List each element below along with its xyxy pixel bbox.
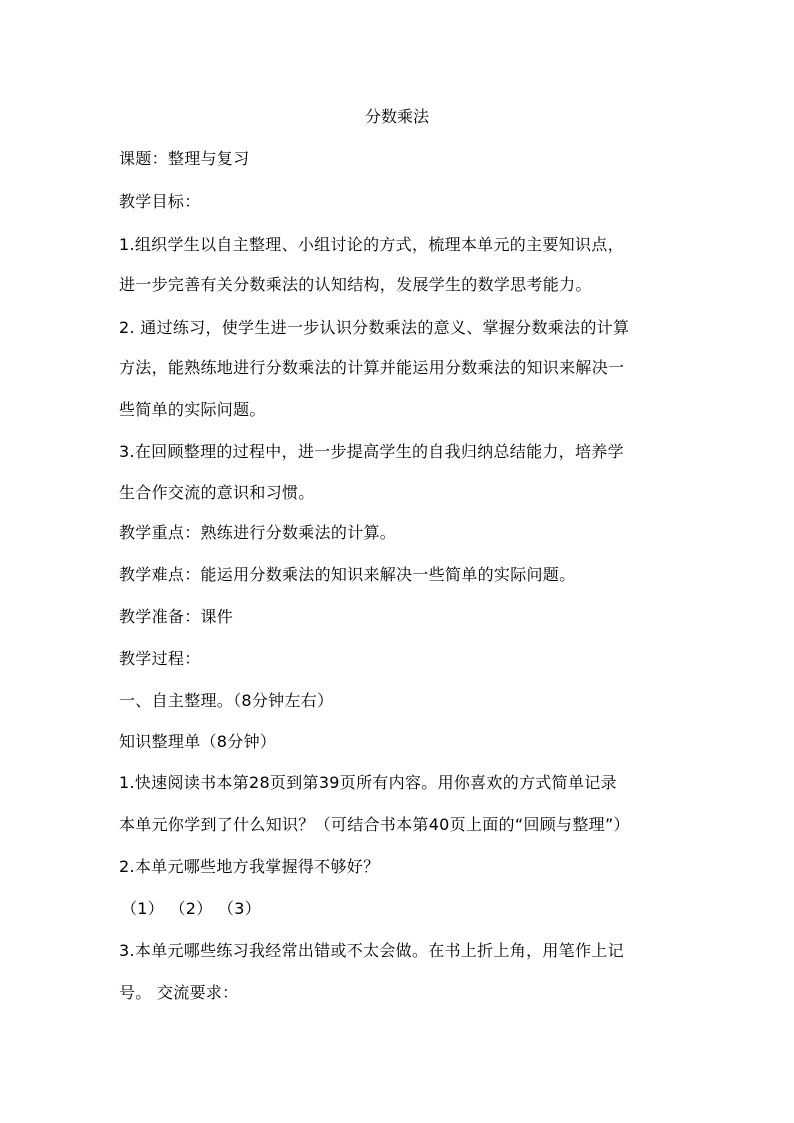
lesson-topic: 课题：整理与复习: [119, 149, 250, 168]
document-title: 分数乘法: [364, 107, 429, 126]
section-1-heading: 一、自主整理。（8分钟左右）: [119, 691, 334, 710]
task-2: 2.本单元哪些地方我掌握得不够好？: [119, 857, 380, 876]
objective-2-line-2: 方法，能熟练地进行分数乘法的计算并能运用分数乘法的知识来解决一: [119, 358, 625, 377]
task-1-line-1: 1.快速阅读书本第28页到第39页所有内容。用你喜欢的方式简单记录: [119, 773, 617, 792]
objective-3-line-1: 3.在回顾整理的过程中，进一步提高学生的自我归纳总结能力，培养学: [119, 442, 624, 461]
task-1-line-2: 本单元你学到了什么知识？（可结合书本第40页上面的“回顾与整理”）: [119, 815, 630, 834]
objective-2-line-3: 些简单的实际问题。: [119, 400, 266, 419]
task-2-answer-slots: （1） （2） （3）: [121, 899, 262, 918]
objectives-heading: 教学目标：: [119, 192, 201, 211]
objective-1-line-2: 进一步完善有关分数乘法的认知结构，发展学生的数学思考能力。: [119, 275, 592, 294]
objective-3-line-2: 生合作交流的意识和习惯。: [119, 483, 315, 502]
objective-2-line-1: 2. 通过练习，使学生进一步认识分数乘法的意义、掌握分数乘法的计算: [119, 318, 630, 337]
key-point: 教学重点：熟练进行分数乘法的计算。: [119, 523, 397, 542]
teaching-process-heading: 教学过程：: [119, 649, 201, 668]
knowledge-sheet-heading: 知识整理单（8分钟）: [119, 732, 277, 751]
difficult-point: 教学难点：能运用分数乘法的知识来解决一些简单的实际问题。: [119, 565, 576, 584]
task-3-line-2: 号。 交流要求：: [119, 983, 239, 1002]
teaching-preparation: 教学准备：课件: [119, 607, 234, 626]
objective-1-line-1: 1.组织学生以自主整理、小组讨论的方式，梳理本单元的主要知识点，: [119, 235, 624, 254]
task-3-line-1: 3.本单元哪些练习我经常出错或不太会做。在书上折上角，用笔作上记: [119, 941, 624, 960]
